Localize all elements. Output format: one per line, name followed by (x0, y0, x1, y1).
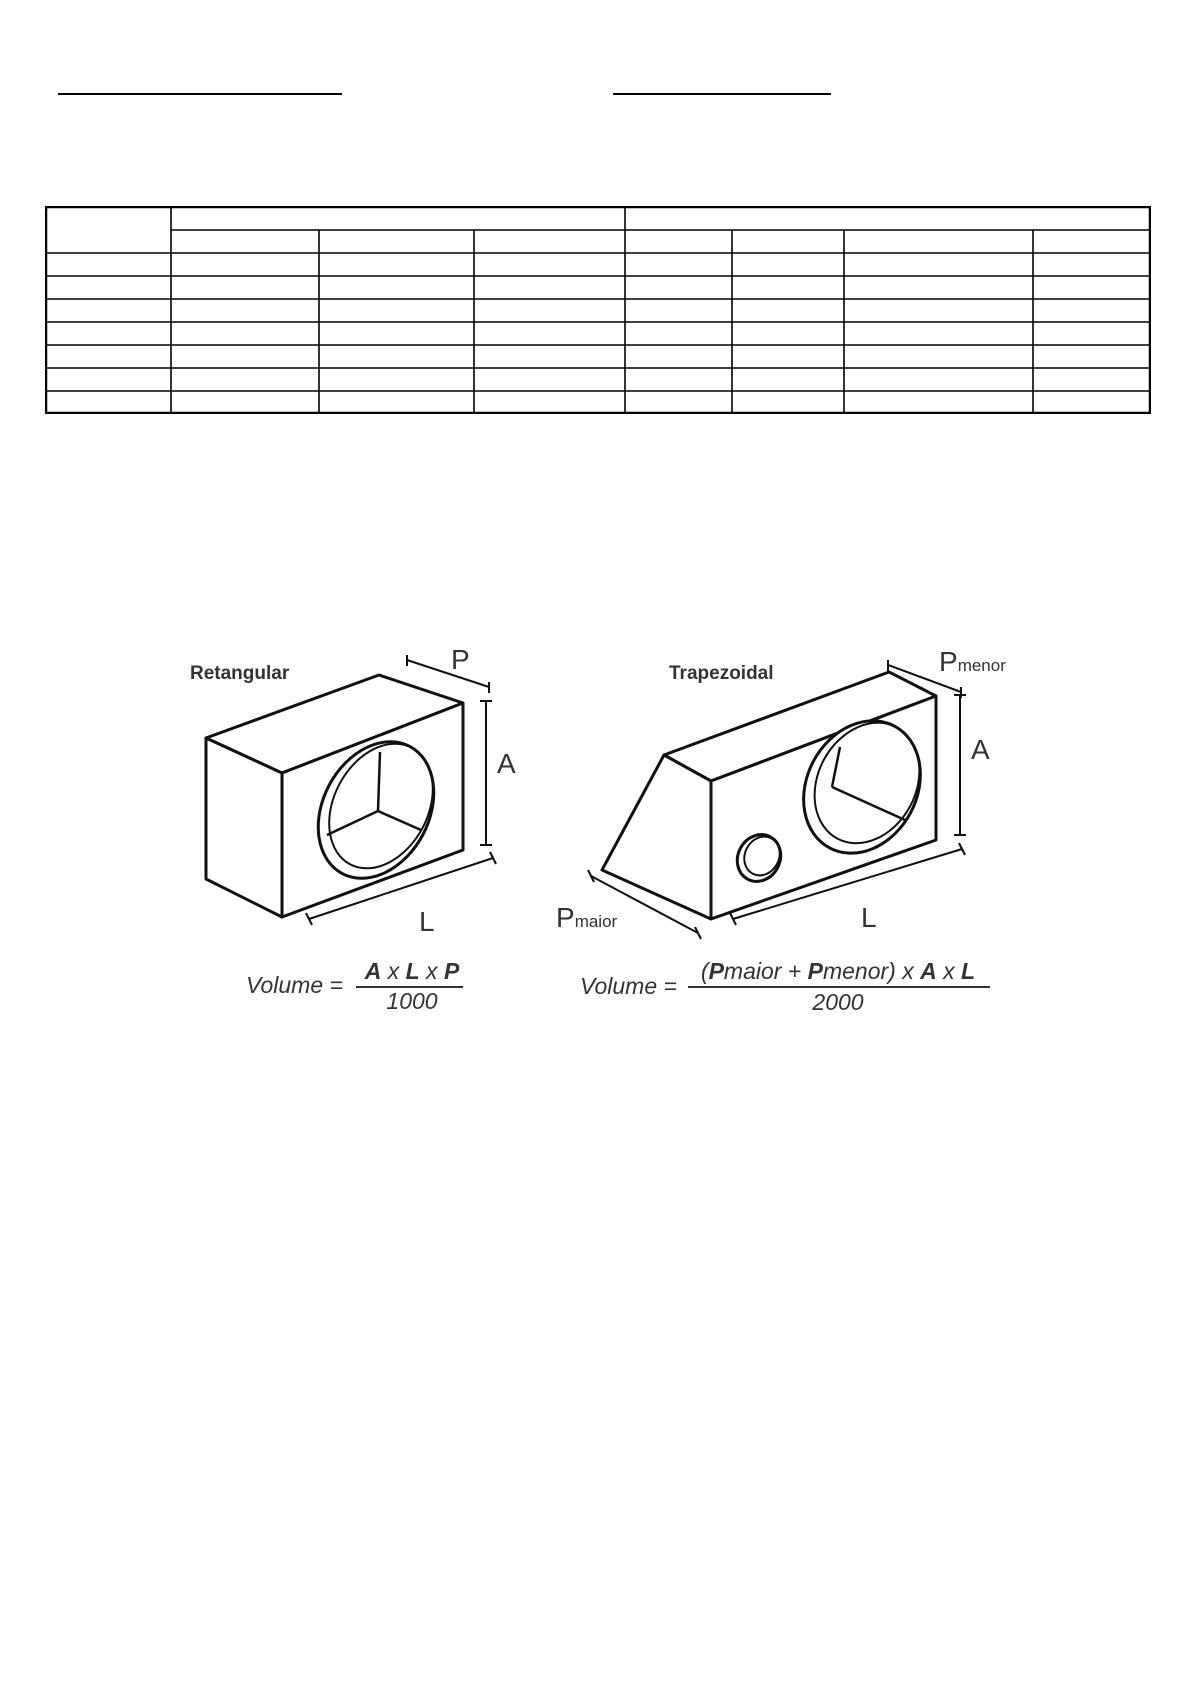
trap-num-6: x (936, 958, 962, 984)
trapezoidal-label-pmaior (556, 902, 618, 933)
rectangular-title: Retangular (190, 663, 290, 684)
rect-num-p: P (443, 958, 460, 984)
rectangular-formula-denominator: 1000 (386, 988, 438, 1014)
trapezoidal-formula-denominator: 2000 (812, 989, 864, 1015)
rect-num-x2: x (419, 958, 444, 984)
trapezoidal-label-l: L (861, 902, 877, 933)
trapezoidal-formula-lhs: Volume = (580, 973, 677, 999)
trapezoidal-label-pmenor (939, 646, 1006, 677)
trap-num-5: A (920, 958, 937, 984)
pmenor-p: P (939, 646, 958, 677)
trap-num-0: ( (700, 958, 709, 984)
rectangular-label-a: A (497, 748, 516, 779)
pmaior-sub: maior (574, 912, 618, 931)
trap-num-4: menor) x (822, 958, 921, 984)
rectangular-label-l: L (419, 906, 435, 937)
trap-num-1: P (708, 958, 724, 984)
trapezoidal-label-a: A (971, 734, 990, 765)
rect-num-a: A (364, 958, 382, 984)
rect-num-l: L (405, 958, 420, 984)
rectangular-label-p: P (451, 644, 470, 675)
pmaior-p: P (556, 902, 575, 933)
pmenor-sub: menor (957, 656, 1006, 675)
trap-num-2: maior + (723, 958, 808, 984)
trap-num-7: L (961, 958, 976, 984)
rectangular-formula-lhs: Volume = (246, 972, 343, 998)
trapezoidal-title: Trapezoidal (669, 663, 774, 684)
rect-num-x1: x (381, 958, 406, 984)
trap-num-3: P (807, 958, 823, 984)
rectangular-formula-numerator (364, 958, 460, 984)
trapezoidal-formula-numerator (701, 958, 975, 984)
